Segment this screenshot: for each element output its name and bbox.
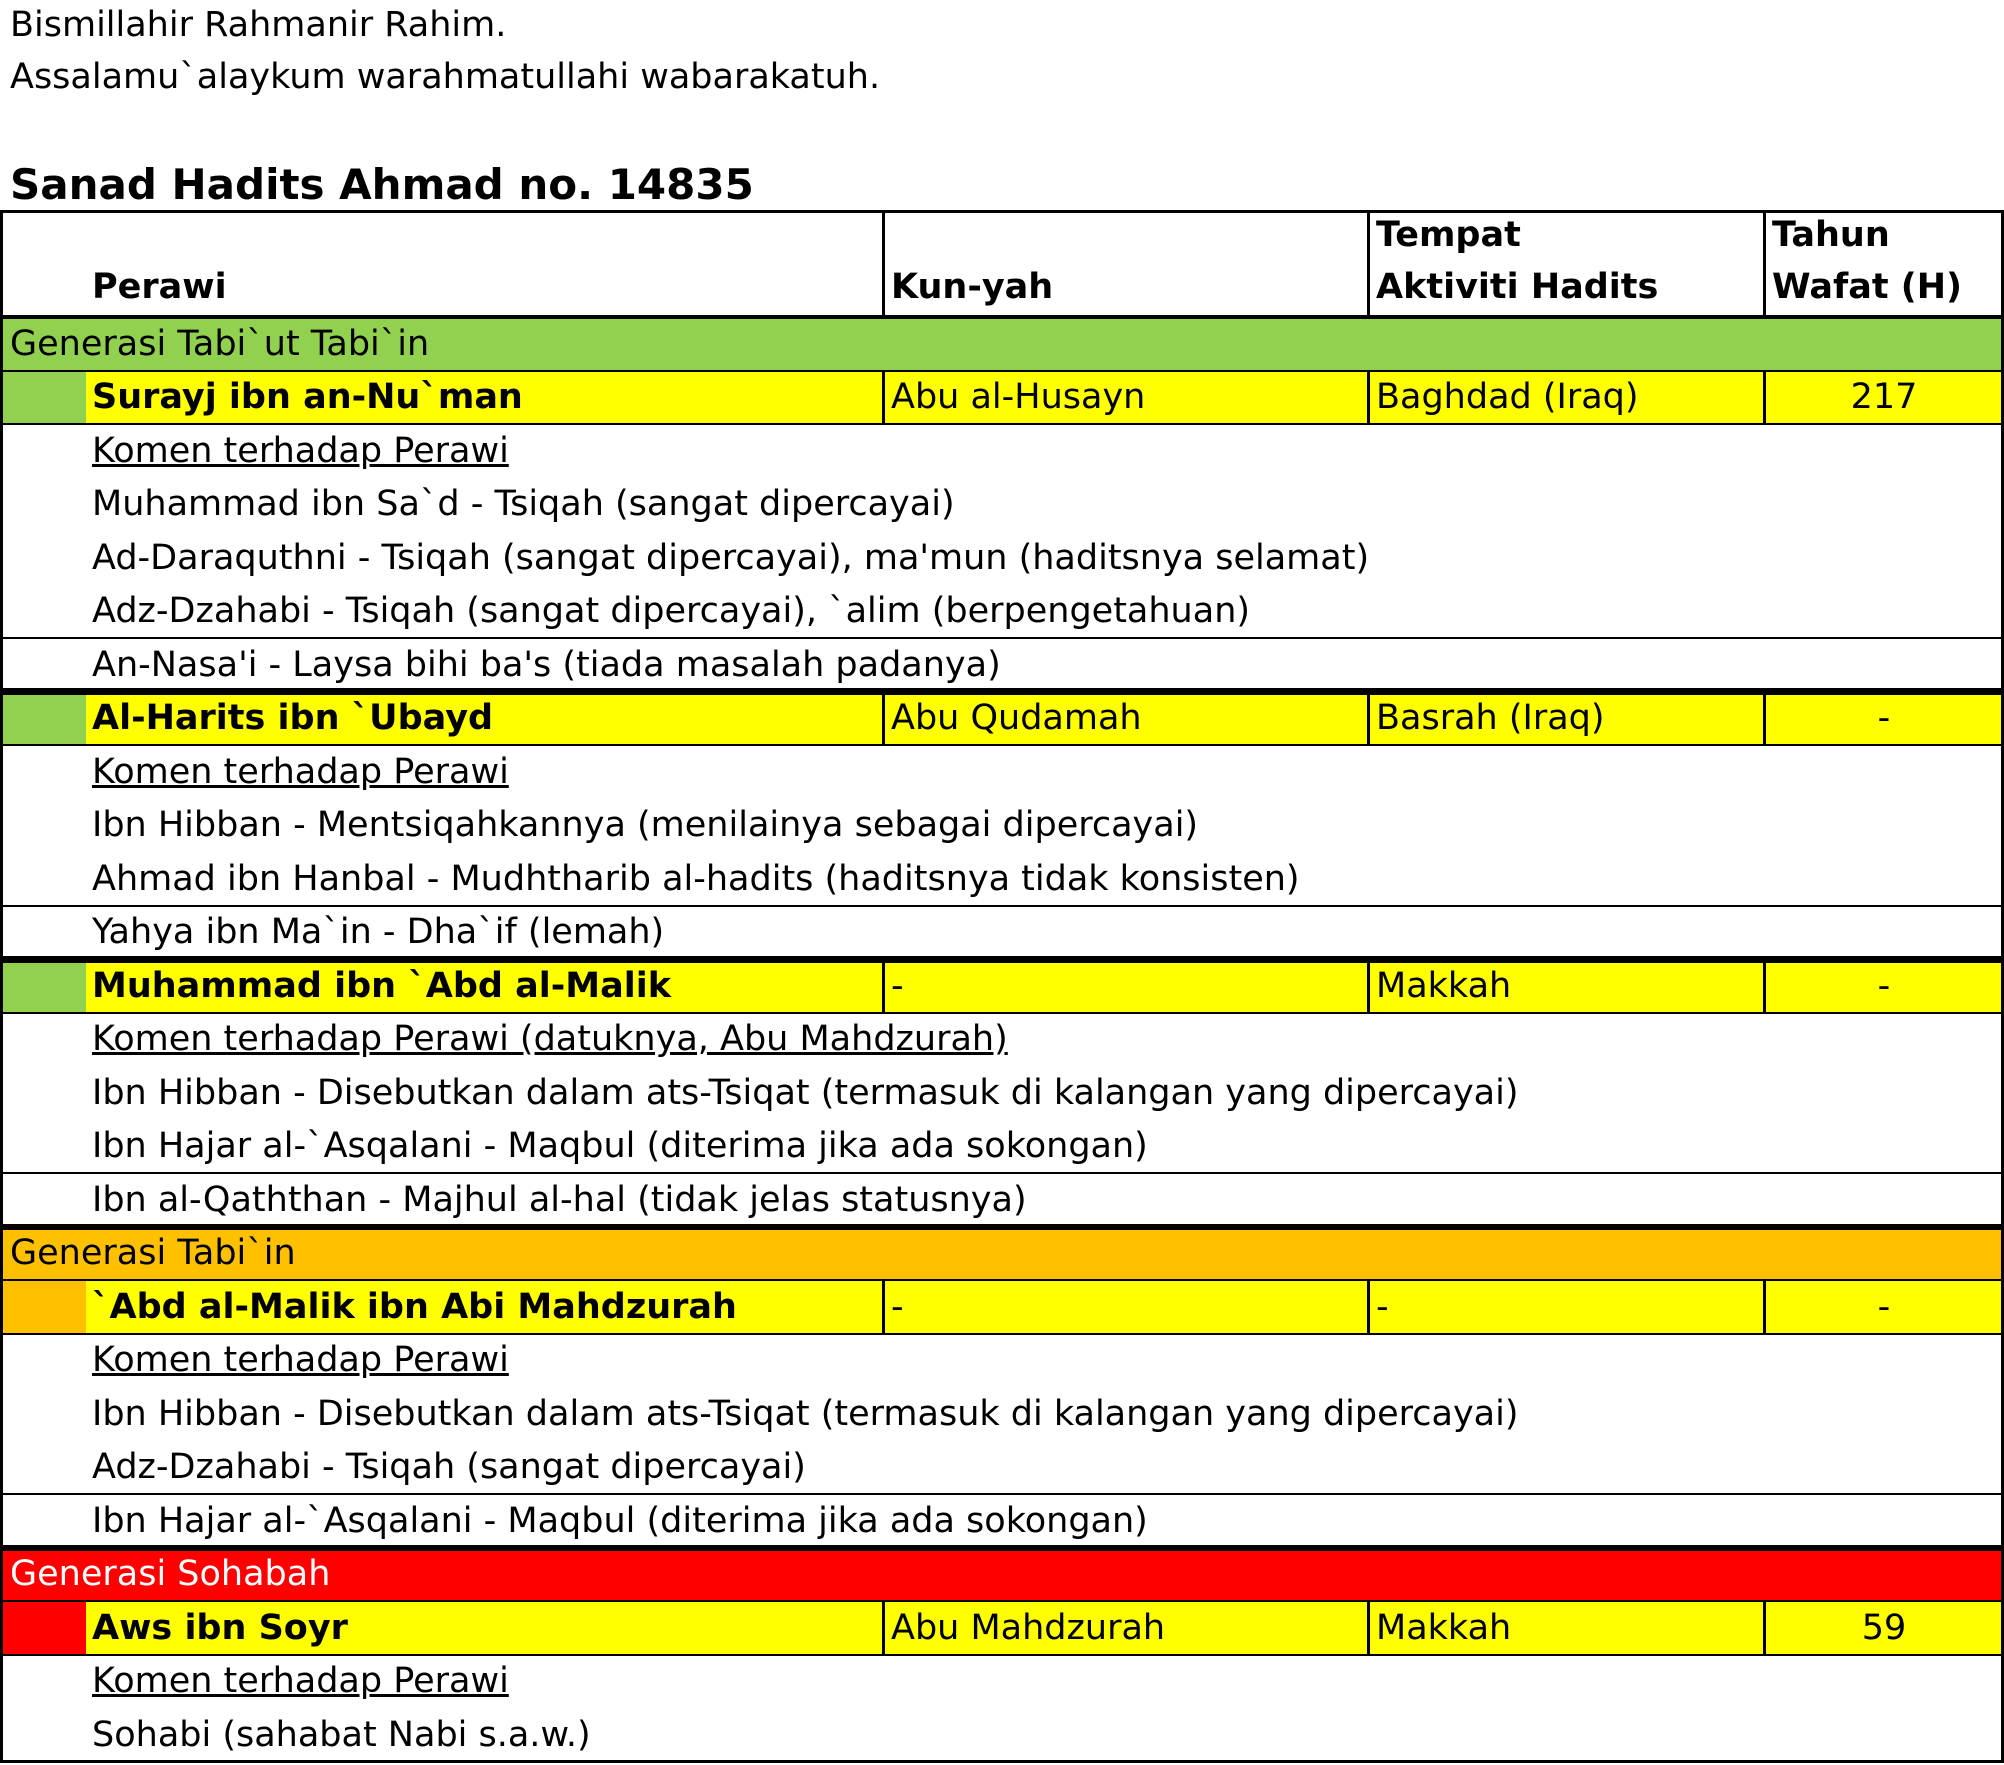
header-kunyah: [883, 210, 1368, 317]
narrator-death-year: [1764, 1280, 2004, 1334]
generation-label-text: Generasi Tabi`ut Tabi`in: [10, 323, 430, 364]
comment-row: [0, 852, 2004, 906]
comment-row: [0, 1708, 2004, 1762]
grid-line-vertical: [1367, 1601, 1370, 1655]
grid-line-horizontal: [0, 1493, 2004, 1495]
narrator-place: [1368, 1280, 1764, 1334]
narrator-death-year: [1764, 371, 2004, 425]
comment-row: [0, 531, 2004, 585]
comment-heading: [0, 1334, 2004, 1388]
generation-marker: [0, 371, 86, 425]
narrator-comment-text: Ibn Hajar al-`Asqalani - Maqbul (diterima jika ada sokongan): [92, 1500, 1148, 1541]
narrator-comment: [0, 799, 2004, 853]
narrator-comment-text: Ibn Hibban - Mentsiqahkannya (menilainya sebagai dipercayai): [92, 805, 1199, 846]
narrator-comment: [0, 531, 2004, 585]
grid-line-vertical: [1367, 210, 1370, 317]
narrator-kunyah: [883, 1601, 1368, 1655]
narrator-kunyah-text: -: [891, 1286, 904, 1327]
narrator-place: [1368, 1601, 1764, 1655]
narrator-place-text: Baghdad (Iraq): [1376, 377, 1639, 418]
narrator-comment-text: Yahya ibn Ma`in - Dha`if (lemah): [92, 912, 665, 953]
narrator-comment-text: Ibn al-Qaththan - Majhul al-hal (tidak jelas statusnya): [92, 1179, 1027, 1220]
generation-row: [0, 317, 2004, 371]
comment-heading-text: Komen terhadap Perawi: [92, 430, 509, 471]
grid-line-vertical: [0, 210, 3, 1762]
narrator-kunyah: [883, 371, 1368, 425]
grid-line-horizontal: [0, 1545, 2004, 1551]
grid-line-horizontal: [0, 370, 2004, 372]
comment-heading: [0, 1013, 2004, 1067]
grid-line-horizontal: [0, 210, 2004, 213]
comment-heading-row: [0, 1013, 2004, 1067]
narrator-kunyah-text: -: [891, 965, 904, 1006]
comment-row: [0, 1173, 2004, 1227]
narrator-kunyah: [883, 692, 1368, 746]
narrator-name-text: Muhammad ibn `Abd al-Malik: [92, 965, 671, 1006]
narrator-place-text: Basrah (Iraq): [1376, 698, 1605, 739]
narrator-row: [0, 1280, 2004, 1334]
narrator-row: [0, 1601, 2004, 1655]
grid-line-horizontal: [0, 905, 2004, 907]
narrator-comment-text: Sohabi (sahabat Nabi s.a.w.): [92, 1714, 591, 1755]
sanad-table: [0, 210, 2004, 1765]
grid-line-horizontal: [0, 1172, 2004, 1174]
comment-heading-row: [0, 745, 2004, 799]
comment-row: [0, 1494, 2004, 1548]
comment-heading: [0, 1655, 2004, 1709]
narrator-place: [1368, 371, 1764, 425]
greeting-line-2: Assalamu`alaykum warahmatullahi wabarakatuh.: [10, 57, 881, 97]
narrator-name: [86, 959, 883, 1013]
grid-line-horizontal: [0, 688, 2004, 695]
comment-heading-row: [0, 424, 2004, 478]
narrator-kunyah-text: Abu al-Husayn: [891, 377, 1146, 418]
generation-label-text: Generasi Tabi`in: [10, 1233, 296, 1274]
comment-heading-text: Komen terhadap Perawi (datuknya, Abu Mahdzurah): [92, 1019, 1008, 1060]
grid-line-vertical: [1763, 959, 1766, 1013]
grid-line-vertical: [1367, 371, 1370, 425]
narrator-kunyah: [883, 959, 1368, 1013]
header-perawi: [0, 210, 883, 317]
narrator-death-year-text: -: [1877, 1286, 1891, 1327]
narrator-comment: [0, 852, 2004, 906]
grid-line-horizontal: [0, 1012, 2004, 1014]
narrator-kunyah-text: Abu Qudamah: [891, 698, 1142, 739]
narrator-death-year: [1764, 959, 2004, 1013]
generation-label: [0, 1548, 2004, 1602]
narrator-death-year-text: -: [1877, 698, 1891, 739]
narrator-comment: [0, 1441, 2004, 1495]
grid-line-vertical: [1367, 1280, 1370, 1334]
narrator-name: [86, 371, 883, 425]
generation-marker: [0, 1280, 86, 1334]
narrator-comment: [0, 1708, 2004, 1762]
narrator-name-text: Surayj ibn an-Nu`man: [92, 377, 523, 418]
narrator-place-text: -: [1376, 1286, 1389, 1327]
comment-row: [0, 478, 2004, 532]
narrator-row: [0, 959, 2004, 1013]
narrator-comment: [0, 1173, 2004, 1227]
grid-line-horizontal: [0, 1760, 2004, 1763]
narrator-kunyah: [883, 1280, 1368, 1334]
comment-row: [0, 585, 2004, 639]
narrator-name: [86, 1601, 883, 1655]
header-kunyah-text: Kun-yah: [891, 267, 1054, 307]
narrator-comment: [0, 1066, 2004, 1120]
comment-heading: [0, 745, 2004, 799]
grid-line-vertical: [1367, 692, 1370, 746]
narrator-row: [0, 371, 2004, 425]
grid-line-vertical: [1763, 210, 1766, 317]
header-tempat: [1368, 210, 1764, 317]
grid-line-horizontal: [0, 1654, 2004, 1656]
grid-line-vertical: [882, 1601, 885, 1655]
grid-line-vertical: [882, 692, 885, 746]
narrator-comment-text: Ahmad ibn Hanbal - Mudhtharib al-hadits (haditsnya tidak konsisten): [92, 858, 1300, 899]
narrator-name-text: Al-Harits ibn `Ubayd: [92, 698, 494, 739]
grid-line-horizontal: [0, 423, 2004, 425]
narrator-comment-text: An-Nasa'i - Laysa bihi ba's (tiada masalah padanya): [92, 644, 1001, 685]
narrator-comment: [0, 1120, 2004, 1174]
grid-line-vertical: [1763, 371, 1766, 425]
narrator-name-text: `Abd al-Malik ibn Abi Mahdzurah: [92, 1286, 737, 1327]
comment-heading-row: [0, 1655, 2004, 1709]
header-perawi-text: Perawi: [92, 267, 227, 307]
header-tahun-line-2: Wafat (H): [1772, 267, 1963, 307]
header-tahun-line-1: Tahun: [1772, 215, 1890, 255]
narrator-death-year-text: 217: [1850, 377, 1918, 418]
comment-heading-text: Komen terhadap Perawi: [92, 1340, 509, 1381]
header-tempat-line-2: Aktiviti Hadits: [1376, 267, 1659, 307]
grid-line-vertical: [1763, 1280, 1766, 1334]
grid-line-horizontal: [0, 315, 2004, 319]
narrator-comment-text: Adz-Dzahabi - Tsiqah (sangat dipercayai), `alim (berpengetahuan): [92, 591, 1251, 632]
comment-heading: [0, 424, 2004, 478]
grid-line-horizontal: [0, 1279, 2004, 1281]
generation-row: [0, 1227, 2004, 1281]
comment-heading-text: Komen terhadap Perawi: [92, 1661, 509, 1702]
narrator-comment-text: Ibn Hibban - Disebutkan dalam ats-Tsiqat (termasuk di kalangan yang dipercayai): [92, 1072, 1519, 1113]
narrator-place-text: Makkah: [1376, 965, 1512, 1006]
grid-line-vertical: [1763, 1601, 1766, 1655]
comment-row: [0, 1441, 2004, 1495]
grid-line-horizontal: [0, 1224, 2004, 1230]
grid-line-vertical: [882, 959, 885, 1013]
narrator-comment: [0, 906, 2004, 960]
narrator-death-year: [1764, 692, 2004, 746]
grid-line-horizontal: [0, 1600, 2004, 1602]
header-tempat-line-1: Tempat: [1376, 215, 1521, 255]
narrator-comment: [0, 1494, 2004, 1548]
grid-line-horizontal: [0, 637, 2004, 639]
page-title: Sanad Hadits Ahmad no. 14835: [10, 160, 754, 209]
generation-marker: [0, 959, 86, 1013]
generation-label: [0, 1227, 2004, 1281]
narrator-comment: [0, 585, 2004, 639]
greeting-line-1: Bismillahir Rahmanir Rahim.: [10, 5, 507, 45]
narrator-place-text: Makkah: [1376, 1607, 1512, 1648]
narrator-name-text: Aws ibn Soyr: [92, 1607, 348, 1648]
narrator-comment-text: Ad-Daraquthni - Tsiqah (sangat dipercayai), ma'mun (haditsnya selamat): [92, 537, 1370, 578]
grid-line-horizontal: [0, 1333, 2004, 1335]
narrator-comment: [0, 478, 2004, 532]
grid-line-vertical: [1763, 692, 1766, 746]
generation-marker: [0, 1601, 86, 1655]
narrator-name: [86, 692, 883, 746]
narrator-death-year: [1764, 1601, 2004, 1655]
header-tahun-wafat: [1764, 210, 2004, 317]
generation-row: [0, 1548, 2004, 1602]
narrator-row: [0, 692, 2004, 746]
grid-line-horizontal: [0, 956, 2004, 963]
comment-row: [0, 906, 2004, 960]
narrator-comment-text: Adz-Dzahabi - Tsiqah (sangat dipercayai): [92, 1447, 806, 1488]
generation-marker: [0, 692, 86, 746]
comment-row: [0, 1120, 2004, 1174]
grid-line-vertical: [882, 210, 885, 317]
narrator-place: [1368, 959, 1764, 1013]
narrator-comment: [0, 1387, 2004, 1441]
narrator-death-year-text: -: [1877, 965, 1891, 1006]
generation-label-text: Generasi Sohabah: [10, 1554, 331, 1595]
narrator-kunyah-text: Abu Mahdzurah: [891, 1607, 1166, 1648]
comment-row: [0, 1387, 2004, 1441]
narrator-death-year-text: 59: [1861, 1607, 1907, 1648]
table-header: [0, 210, 2004, 317]
grid-line-horizontal: [0, 744, 2004, 746]
grid-line-vertical: [882, 1280, 885, 1334]
comment-row: [0, 638, 2004, 692]
narrator-comment-text: Muhammad ibn Sa`d - Tsiqah (sangat dipercayai): [92, 484, 955, 525]
generation-label: [0, 317, 2004, 371]
narrator-place: [1368, 692, 1764, 746]
narrator-comment-text: Ibn Hibban - Disebutkan dalam ats-Tsiqat (termasuk di kalangan yang dipercayai): [92, 1393, 1519, 1434]
grid-line-vertical: [1367, 959, 1370, 1013]
narrator-comment: [0, 638, 2004, 692]
comment-row: [0, 799, 2004, 853]
grid-line-vertical: [882, 371, 885, 425]
comment-heading-row: [0, 1334, 2004, 1388]
comment-heading-text: Komen terhadap Perawi: [92, 751, 509, 792]
comment-row: [0, 1066, 2004, 1120]
narrator-comment-text: Ibn Hajar al-`Asqalani - Maqbul (diterima jika ada sokongan): [92, 1126, 1148, 1167]
narrator-name: [86, 1280, 883, 1334]
